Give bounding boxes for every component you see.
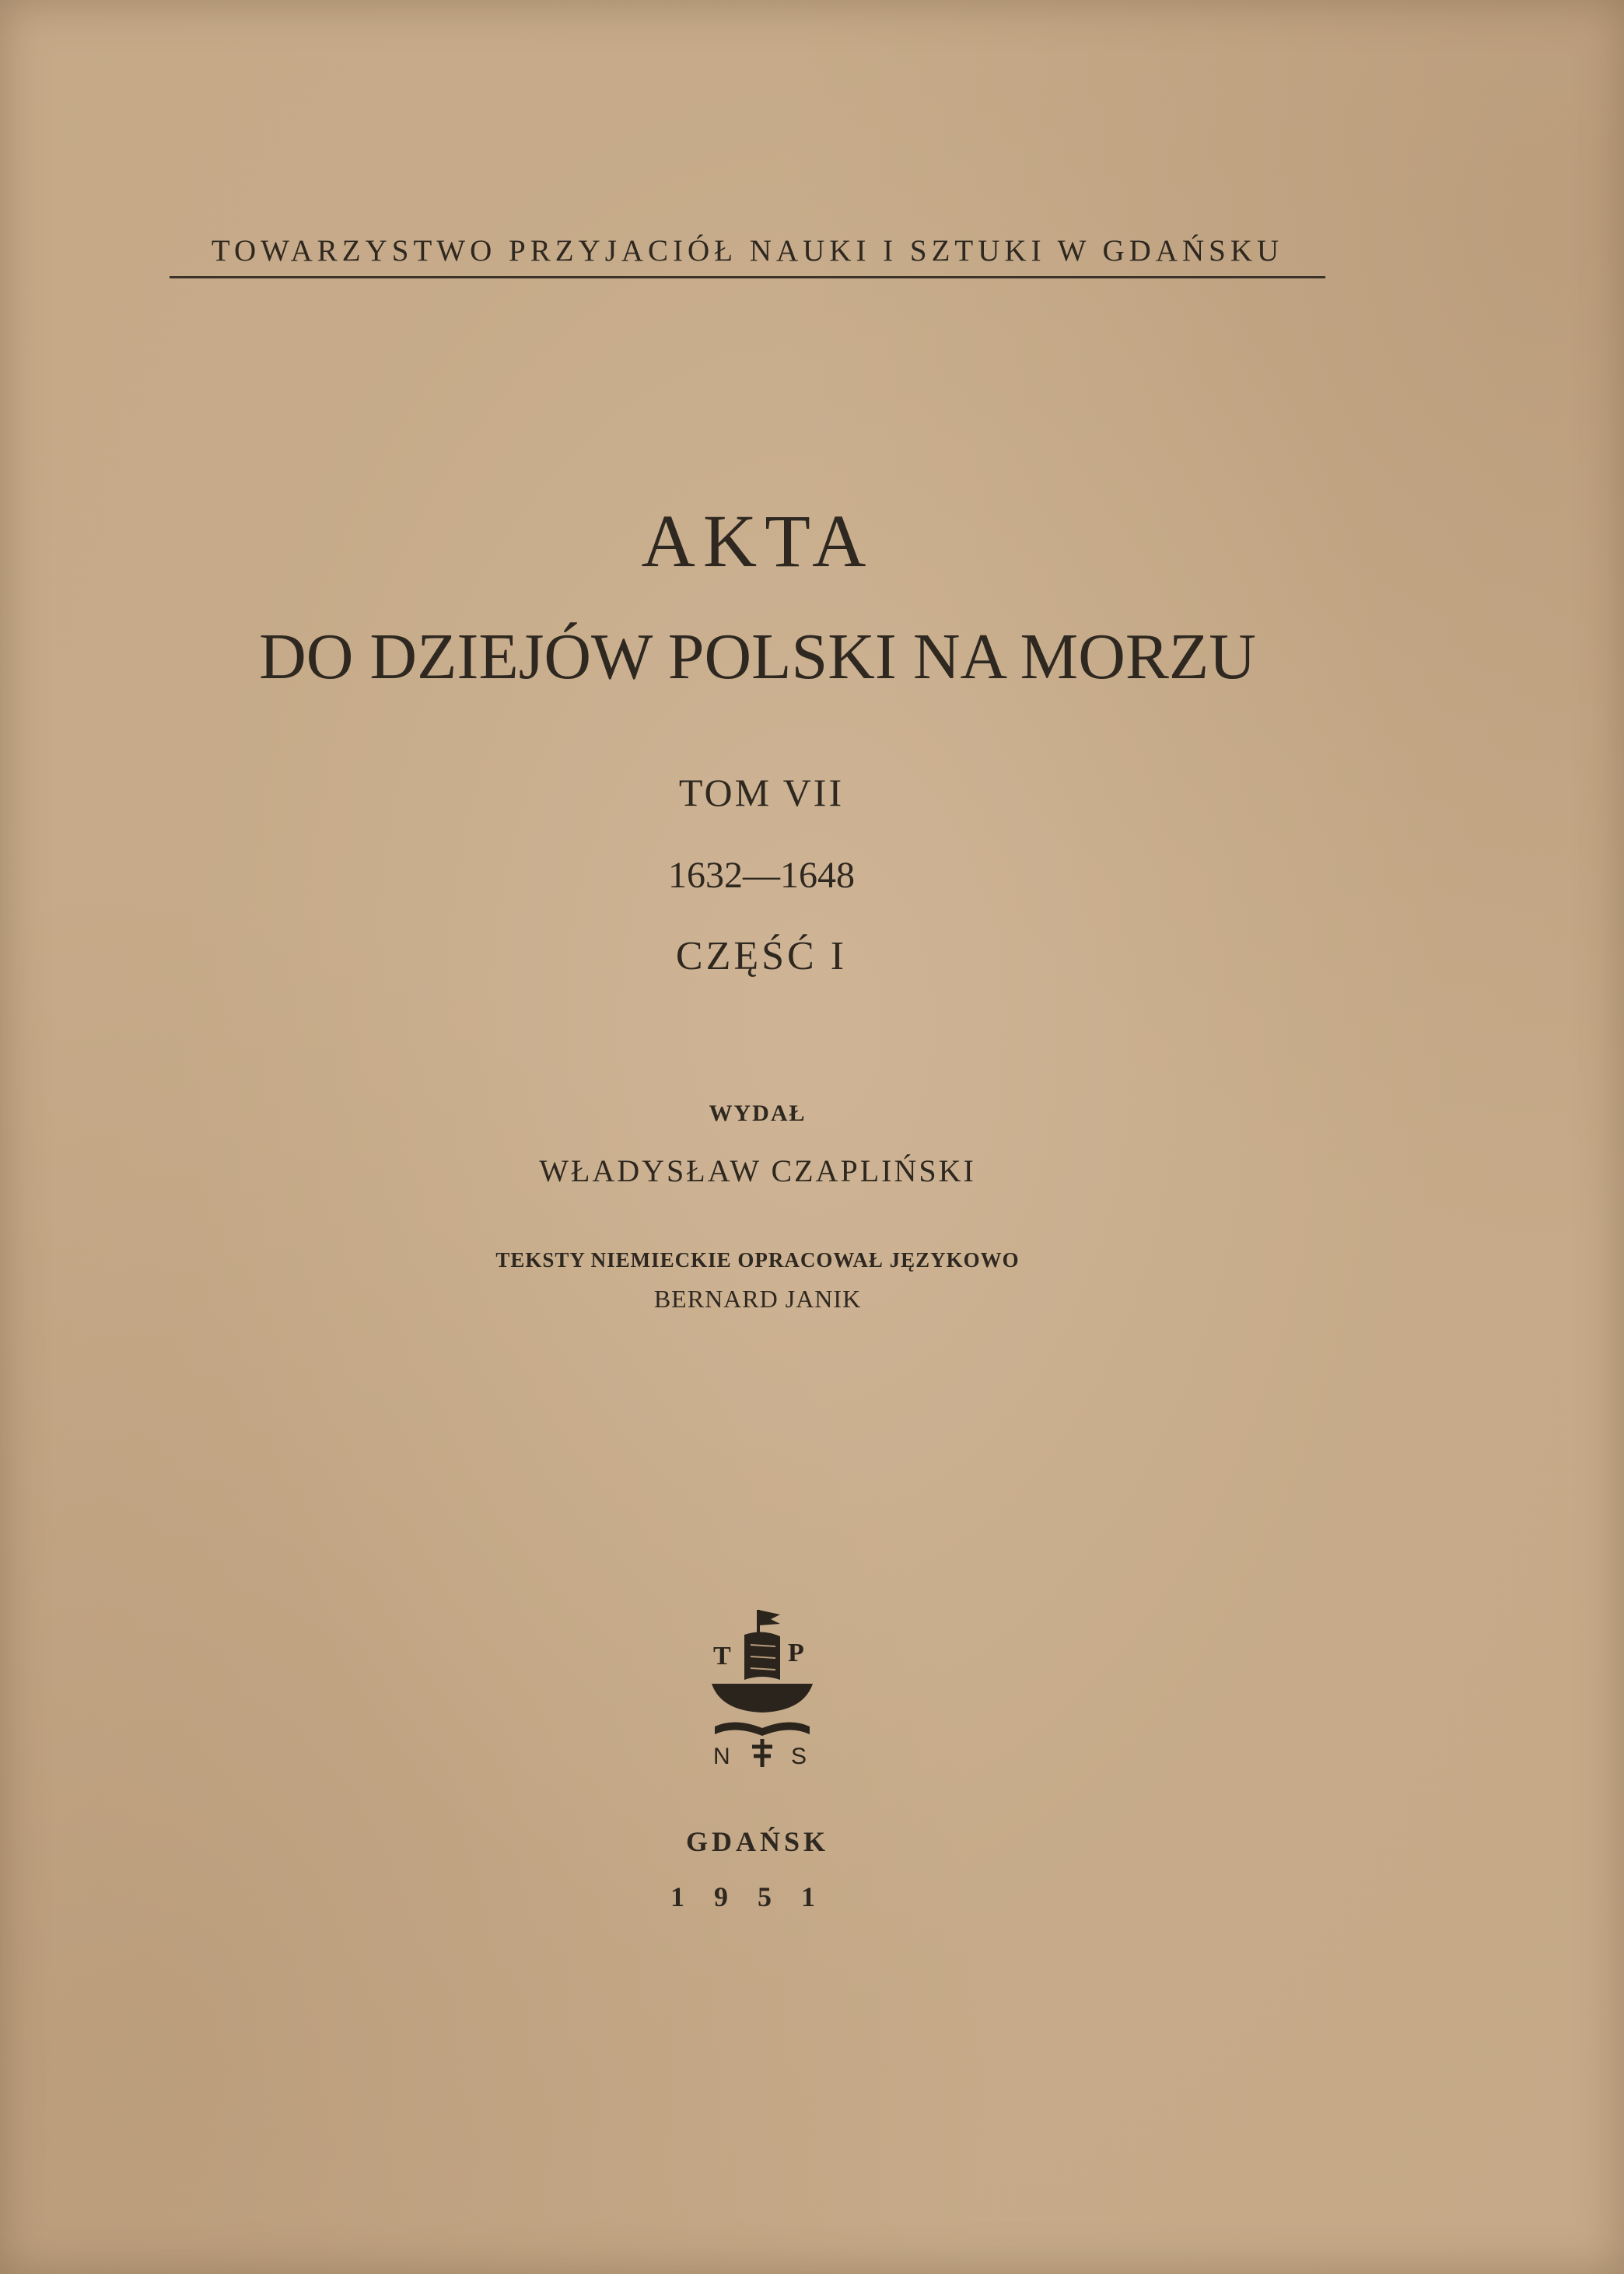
publication-city: GDAŃSK xyxy=(685,1826,830,1857)
subtitle: DO DZIEJÓW POLSKI NA MORZU xyxy=(259,621,1256,693)
society-name: TOWARZYSTWO PRZYJACIÓŁ NAUKI I SZTUKI W GDAŃSKU xyxy=(170,233,1325,278)
volume-number: TOM VII xyxy=(678,771,845,814)
title: AKTA xyxy=(641,499,874,582)
ship-emblem-icon xyxy=(704,1602,821,1769)
part-number: CZĘŚĆ I xyxy=(675,934,848,978)
publication-year: 1951 xyxy=(670,1881,845,1912)
language-editor-name: BERNARD JANIK xyxy=(653,1285,862,1313)
edited-by-label: WYDAŁ xyxy=(709,1100,807,1126)
emblem-letter-n: N xyxy=(713,1744,730,1769)
year-range: 1632—1648 xyxy=(668,855,855,896)
emblem-letter-s: S xyxy=(791,1744,807,1769)
emblem-letter-p: P xyxy=(788,1639,804,1667)
editor-name: WŁADYSŁAW CZAPLIŃSKI xyxy=(539,1153,976,1188)
emblem-letter-t: T xyxy=(713,1642,731,1671)
language-note: TEKSTY NIEMIECKIE OPRACOWAŁ JĘZYKOWO xyxy=(495,1248,1020,1272)
